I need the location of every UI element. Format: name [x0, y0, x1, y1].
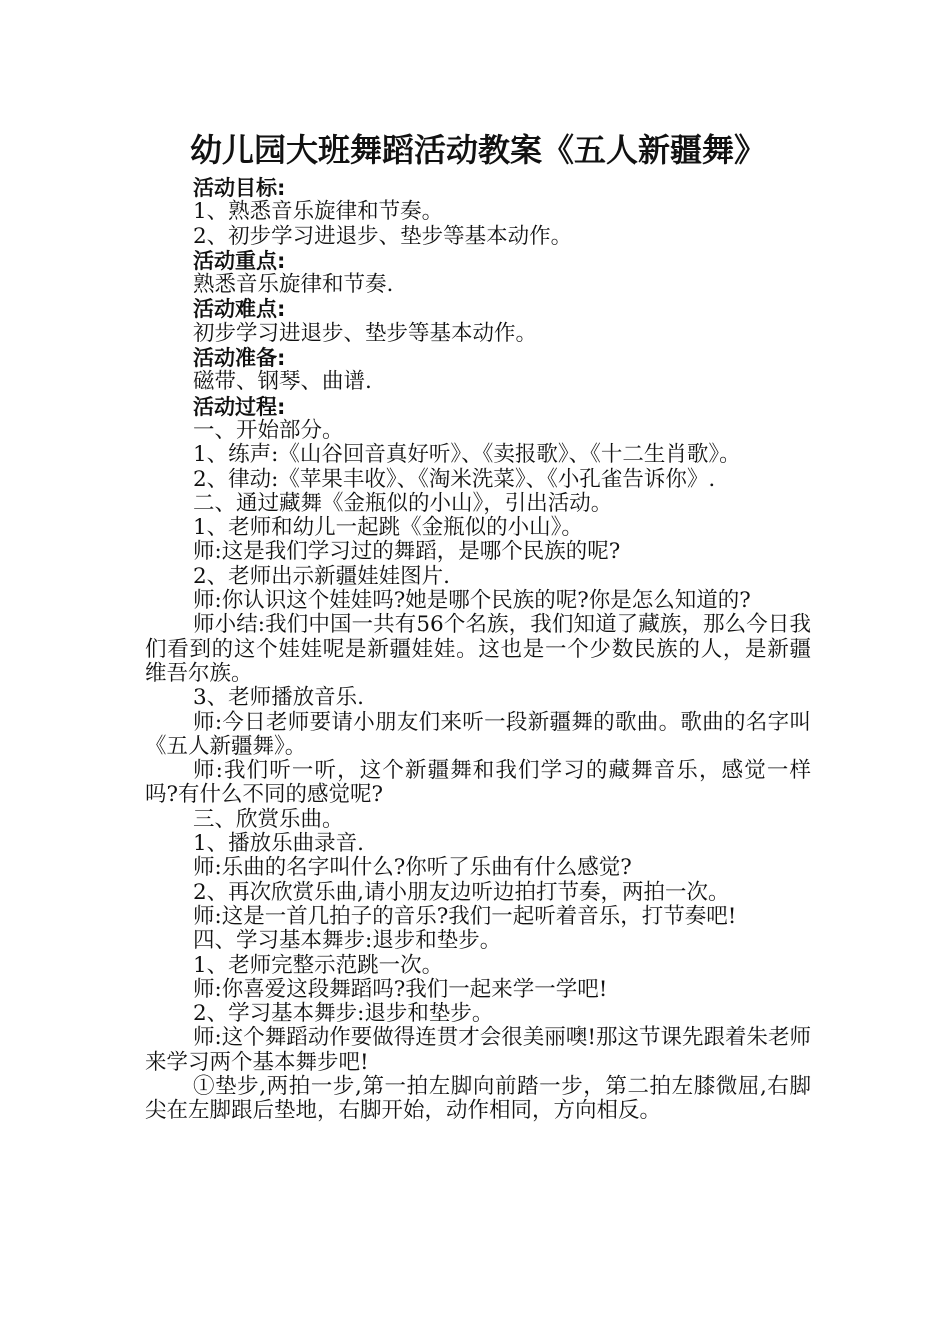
document-body	[145, 176, 811, 1124]
paragraph: 师:你喜爱这段舞蹈吗?我们一起来学一学吧!	[193, 976, 608, 1002]
document-title: 幼儿园大班舞蹈活动教案《五人新疆舞》	[189, 131, 766, 169]
paragraph: 2、学习基本舞步:退步和垫步。	[193, 1001, 494, 1027]
paragraph: 3、老师播放音乐.	[193, 685, 365, 711]
paragraph: 三、欣赏乐曲。	[193, 806, 344, 832]
paragraph: 1、练声:《山谷回音真好听》、《卖报歌》、《十二生肖歌》。	[193, 442, 741, 468]
section-heading: 活动重点:	[193, 248, 286, 273]
paragraph: ①垫步,两拍一步,第一拍左脚向前踏一步，第二拍左膝微屈,右脚尖在左脚跟后垫地，右脚开始，动作相同，方向相反。	[145, 1073, 811, 1124]
paragraph: 师:这是我们学习过的舞蹈，是哪个民族的呢?	[193, 539, 621, 565]
paragraph: 师小结:我们中国一共有56个名族，我们知道了藏族，那么今日我们看到的这个娃娃呢是新疆娃娃。这也是一个少数民族的人，是新疆维吾尔族。	[145, 612, 811, 686]
paragraph: 师:你认识这个娃娃吗?她是哪个民族的呢?你是怎么知道的?	[193, 588, 751, 614]
paragraph: 熟悉音乐旋律和节奏.	[193, 272, 394, 298]
document-page	[145, 126, 811, 1124]
section-heading: 活动难点:	[193, 297, 286, 322]
paragraph: 2、老师出示新疆娃娃图片.	[193, 563, 451, 589]
paragraph: 1、播放乐曲录音.	[193, 831, 365, 857]
paragraph: 师:我们听一听，这个新疆舞和我们学习的藏舞音乐，感觉一样吗?有什么不同的感觉呢?	[145, 758, 811, 808]
paragraph: 磁带、钢琴、曲谱.	[193, 369, 372, 395]
paragraph: 二、通过藏舞《金瓶似的小山》，引出活动。	[193, 490, 613, 516]
paragraph: 一、开始部分。	[193, 417, 344, 443]
paragraph: 1、老师和幼儿一起跳《金瓶似的小山》。	[193, 515, 583, 541]
section-heading: 活动过程:	[193, 394, 286, 419]
section-heading: 活动准备:	[193, 346, 286, 371]
paragraph: 四、学习基本舞步:退步和垫步。	[193, 928, 502, 954]
paragraph: 1、老师完整示范跳一次。	[193, 952, 444, 978]
paragraph: 师:乐曲的名字叫什么?你听了乐曲有什么感觉?	[193, 855, 632, 881]
paragraph: 1、熟悉音乐旋律和节奏。	[193, 199, 444, 225]
paragraph: 初步学习进退步、垫步等基本动作。	[193, 320, 538, 346]
section-heading: 活动目标:	[193, 176, 286, 200]
paragraph: 师:这是一首几拍子的音乐?我们一起听着音乐，打节奏吧!	[193, 903, 737, 929]
paragraph: 2、律动:《苹果丰收》、《淘米洗菜》、《小孔雀告诉你》.	[193, 466, 716, 492]
paragraph: 2、再次欣赏乐曲,请小朋友边听边拍打节奏，两拍一次。	[193, 879, 730, 905]
paragraph: 2、初步学习进退步、垫步等基本动作。	[193, 223, 573, 249]
paragraph: 师:这个舞蹈动作要做得连贯才会很美丽噢!那这节课先跟着朱老师来学习两个基本舞步吧!	[145, 1025, 811, 1075]
paragraph: 师:今日老师要请小朋友们来听一段新疆舞的歌曲。歌曲的名字叫《五人新疆舞》。	[145, 709, 811, 759]
